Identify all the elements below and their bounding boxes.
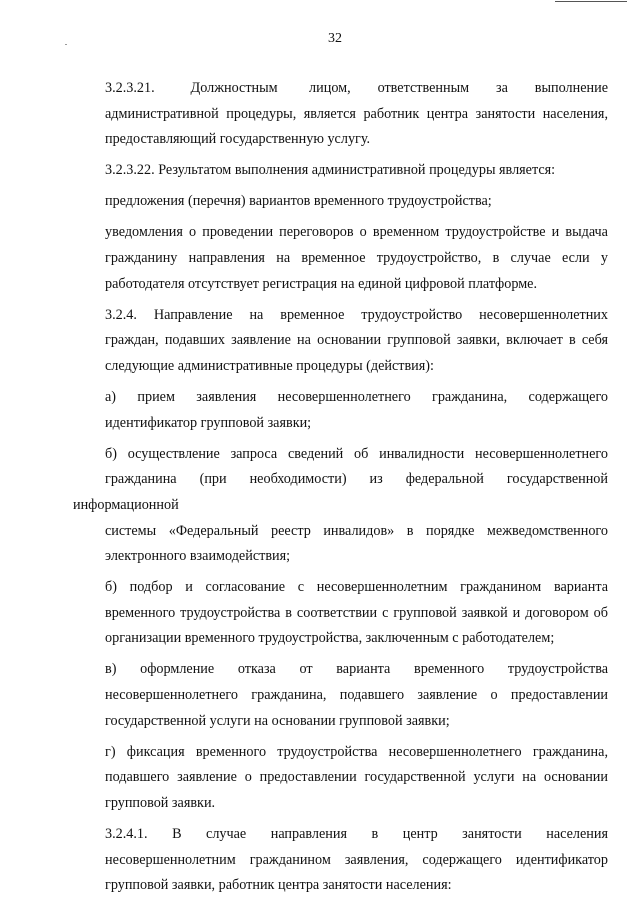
text-line: в) оформление отказа от варианта временного трудоустройства <box>105 661 608 678</box>
text-line: административной процедуры, является работник центра занятости населения, <box>105 105 608 122</box>
paragraph-3-2-4 <box>73 303 608 380</box>
paragraph-item-a <box>73 385 608 436</box>
text-line: идентификатор групповой заявки; <box>105 414 312 431</box>
text-line: а) прием заявления несовершеннолетнего гражданина, содержащего <box>105 389 608 406</box>
text-line: 3.2.4. Направление на временное трудоустройство несовершеннолетних <box>105 306 608 323</box>
top-corner-rule <box>555 1 627 2</box>
text-line: подавшего заявление о предоставлении государственной услуги на основании <box>105 769 608 786</box>
paragraph-item-v <box>73 657 608 734</box>
text-line: несовершеннолетним гражданином заявления, содержащего идентификатор <box>105 851 608 868</box>
text-line: б) осуществление запроса сведений об инвалидности несовершеннолетнего <box>105 445 608 462</box>
text-line: гражданина (при необходимости) из федеральной государственной информационной <box>73 471 608 513</box>
text-line: групповой заявки. <box>105 794 216 811</box>
document-body <box>73 76 608 904</box>
paragraph-3-2-3-22 <box>73 158 608 184</box>
text-line: групповой заявки, работник центра занятости населения: <box>105 877 452 894</box>
text-line: временного трудоустройства в соответствии с групповой заявкой и договором об <box>105 604 608 621</box>
text-line: уведомления о проведении переговоров о временном трудоустройстве и выдача <box>105 224 608 241</box>
text-line: государственной услуги на основании групповой заявки; <box>105 712 450 729</box>
page-number: 32 <box>328 31 342 46</box>
text-line: 3.2.4.1. В случае направления в центр занятости населения <box>105 826 608 843</box>
text-line: 3.2.3.22. Результатом выполнения административной процедуры является: <box>105 162 556 179</box>
text-line: гражданину направления на временное трудоустройство, в случае если у <box>105 250 608 267</box>
paragraph-item-g <box>73 740 608 817</box>
text-line: 3.2.3.21. Должностным лицом, ответственным за выполнение <box>105 80 608 96</box>
text-line: г) фиксация временного трудоустройства несовершеннолетнего гражданина, <box>105 743 608 760</box>
paragraph-item-b1 <box>73 442 608 570</box>
text-line: предложения (перечня) вариантов временного трудоустройства; <box>105 193 492 210</box>
text-line: следующие административные процедуры (действия): <box>105 357 434 374</box>
paragraph-notification <box>73 220 608 297</box>
text-line: системы «Федеральный реестр инвалидов» в порядке межведомственного <box>105 522 608 539</box>
paragraph-3-2-3-21 <box>73 76 608 153</box>
text-line: несовершеннолетнего гражданина, подавшего заявление о предоставлении <box>105 687 608 704</box>
text-line: граждан, подавших заявление на основании групповой заявки, включает в себя <box>105 332 608 349</box>
text-line: предоставляющий государственную услугу. <box>105 131 371 148</box>
paragraph-item-b2 <box>73 575 608 652</box>
text-line: организации временного трудоустройства, заключенным с работодателем; <box>105 630 555 647</box>
text-line: работодателя отсутствует регистрация на единой цифровой платформе. <box>105 275 538 292</box>
text-line: электронного взаимодействия; <box>105 548 291 565</box>
text-line: б) подбор и согласование с несовершеннолетним гражданином варианта <box>105 579 608 596</box>
paragraph-3-2-4-1 <box>73 822 608 899</box>
paragraph-result-list <box>73 189 608 215</box>
